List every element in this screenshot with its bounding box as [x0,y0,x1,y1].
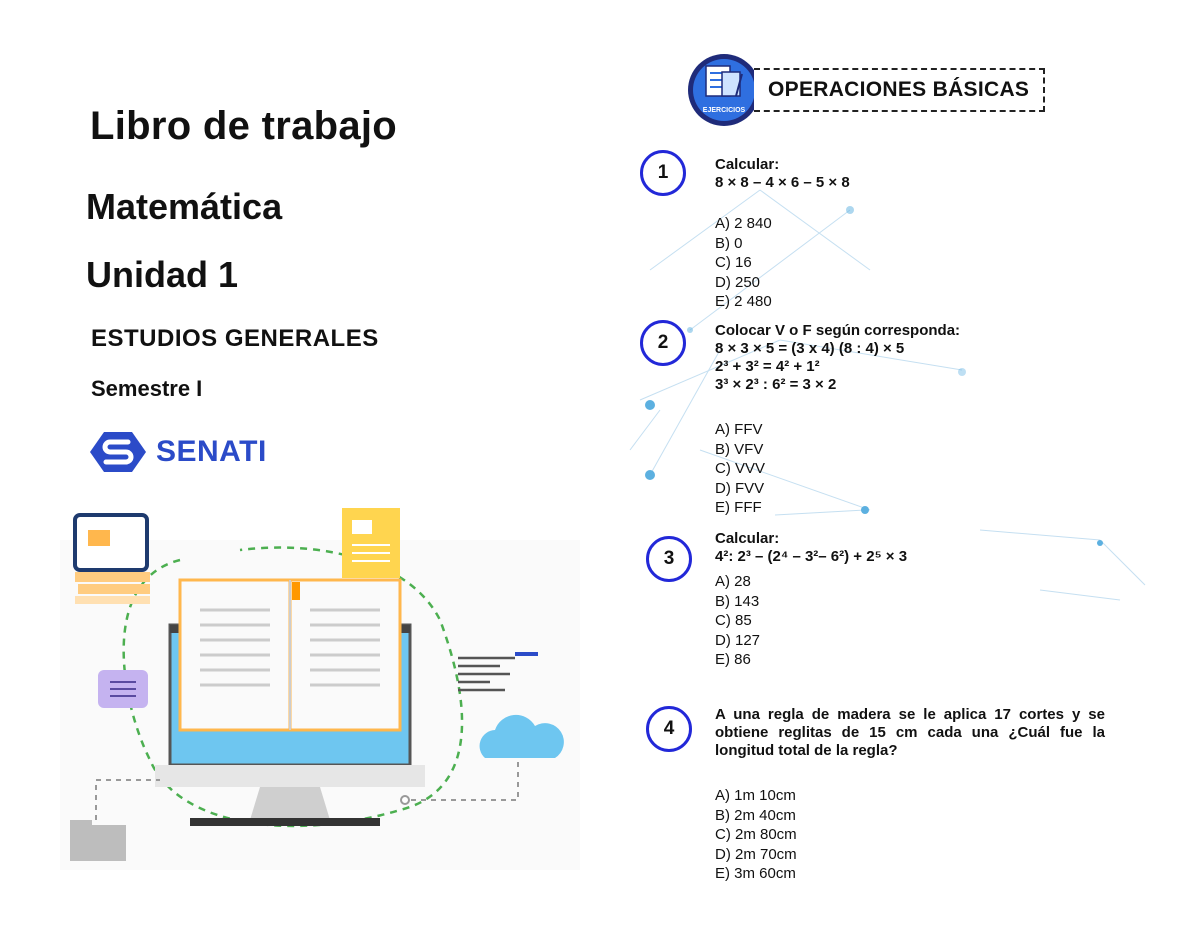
question-line: Calcular: [715,530,780,547]
question-line: 8 × 8 – 4 × 6 – 5 × 8 [715,174,850,191]
option: B) 0 [715,234,743,252]
question-line: Colocar V o F según corresponda: [715,322,961,339]
option: D) 250 [715,273,761,291]
option: C) 2m 80cm [715,826,797,843]
option: E) 3m 60cm [715,865,796,882]
section-title: OPERACIONES BÁSICAS [754,68,1045,112]
option: C) 85 [715,612,752,629]
option: A) 1m 10cm [715,787,796,804]
question-number: 1 [640,150,686,196]
brand-name: SENATI [156,435,267,468]
question-4-options [715,786,797,884]
option: D) 127 [715,631,761,649]
question-line: 2³ + 3² = 4² + 1² [715,358,820,375]
option: C) 16 [715,254,752,271]
option: B) 143 [715,592,760,610]
option: D) 2m 70cm [715,845,797,863]
question-line: Calcular: [715,156,780,173]
senati-emblem-icon [90,430,146,474]
cover-subject: Matemática [86,186,283,227]
question-number: 4 [646,706,692,752]
question-2-text [715,322,960,394]
question-number: 2 [640,320,686,366]
cover-title: Libro de trabajo [90,104,398,148]
option: B) 2m 40cm [715,806,796,824]
option: E) 2 480 [715,293,772,310]
question-3-text [715,530,907,566]
question-2-options [715,420,765,518]
senati-logo [90,430,267,474]
question-line: 8 × 3 × 5 = (3 x 4) (8 : 4) × 5 [715,340,905,357]
option: A) FFV [715,421,763,438]
option: C) VVV [715,460,766,477]
cover-unit: Unidad 1 [86,254,239,295]
question-3-options [715,572,760,670]
option: E) 86 [715,651,751,668]
section-header [686,52,1045,128]
option: E) FFF [715,499,762,516]
option: B) VFV [715,440,764,458]
question-4-text: A una regla de madera se le aplica 17 cortes y se obtiene reglitas de 15 cm cada una ¿Cuál fue la longitud total de la regla? [715,706,1105,759]
exercises-badge-icon [686,52,762,128]
question-1-options [715,214,772,312]
computer-book-illustration [60,500,580,870]
option: D) FVV [715,479,765,497]
badge-label: EJERCICIOS [702,107,746,114]
question-number: 3 [646,536,692,582]
cover-semester: Semestre I [91,376,203,401]
question-1-text [715,156,850,192]
cover-program: ESTUDIOS GENERALES [91,325,379,352]
network-background-decoration [600,130,1160,690]
question-line: 4²: 2³ – (2⁴ – 3²– 6²) + 2⁵ × 3 [715,548,908,565]
question-line: 3³ × 2³ : 6² = 3 × 2 [715,376,837,393]
option: A) 2 840 [715,215,772,232]
option: A) 28 [715,573,751,590]
